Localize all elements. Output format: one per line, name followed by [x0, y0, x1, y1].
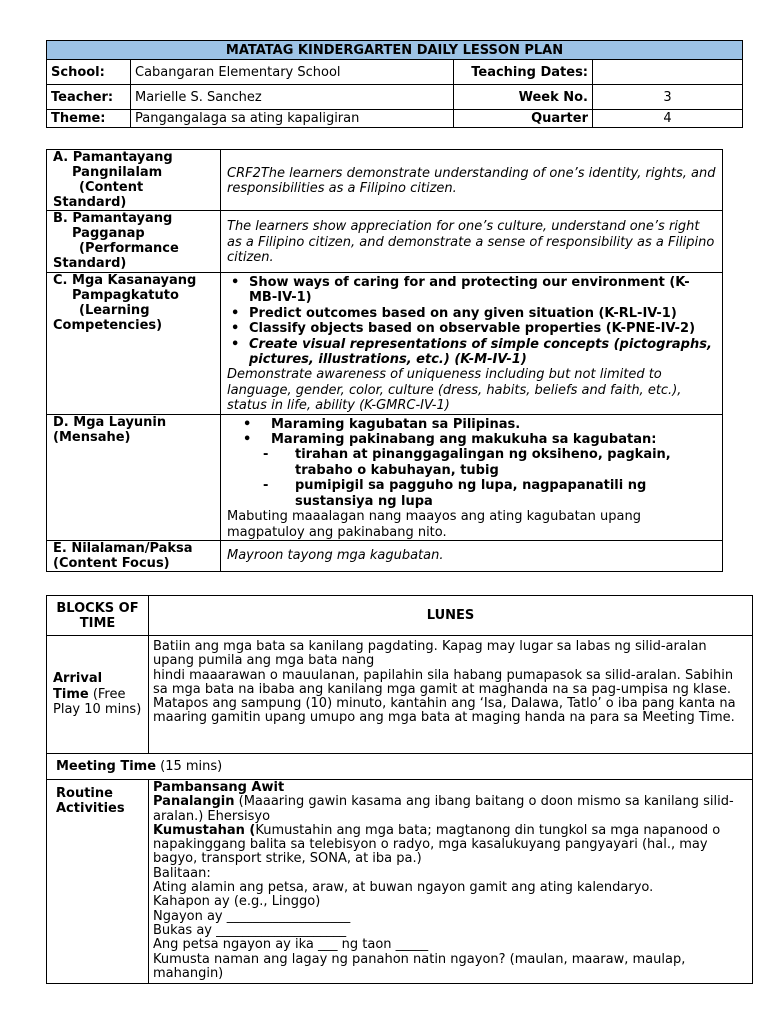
teacher-value: Marielle S. Sanchez — [131, 85, 454, 110]
school-label: School: — [47, 60, 131, 85]
routine-activities-label: Routine Activities — [47, 780, 149, 984]
learning-competencies-text — [221, 273, 723, 415]
teaching-dates-label: Teaching Dates: — [454, 60, 593, 85]
meeting-time-row: Meeting Time (15 mins) — [47, 754, 753, 780]
teaching-dates-value — [593, 60, 743, 85]
header-table — [46, 40, 743, 128]
objectives-text — [221, 414, 723, 540]
objectives-extra: Mabuting maaalagan nang maayos ang ating kagubatan upang magpatuloy ang pakinabang nito. — [227, 509, 641, 540]
content-focus-label: E. Nilalaman/Paksa (Content Focus) — [47, 540, 221, 571]
document-title: MATATAG KINDERGARTEN DAILY LESSON PLAN — [47, 41, 743, 60]
competency-extra: Demonstrate awareness of uniqueness including but not limited to language, gender, color, culture (dress, habits, beliefs and faith, etc.), status in life, ability (K-GMRC-IV-1) — [227, 367, 682, 414]
school-value: Cabangaran Elementary School — [131, 60, 454, 85]
content-focus-text: Mayroon tayong mga kagubatan. — [221, 540, 723, 571]
list-item: • Create visual representations of simple concepts (pictographs, pictures, illustrations, etc.) (K-M-IV-1) — [231, 336, 712, 368]
quarter-label: Quarter — [454, 110, 593, 128]
arrival-time-label: Arrival Time (Free Play 10 mins) — [47, 636, 149, 754]
performance-standard-label: B. Pamantayang Pagganap (Performance Standard) — [47, 211, 221, 273]
objectives-sublist — [227, 447, 716, 509]
schedule-table — [46, 595, 753, 984]
content-standard-text: CRF2The learners demonstrate understanding of one’s identity, rights, and responsibilities as a Filipino citizen. — [221, 150, 723, 211]
week-label: Week No. — [454, 85, 593, 110]
lunes-header: LUNES — [149, 596, 753, 636]
competency-list — [227, 275, 716, 367]
content-standard-label: A. Pamantayang Pangnilalam (Content Standard) — [47, 150, 221, 211]
teacher-label: Teacher: — [47, 85, 131, 110]
learning-competencies-label: C. Mga Kasanayang Pampagkatuto (Learning Competencies) — [47, 273, 221, 415]
routine-activities-text: Pambansang Awit Panalangin (Maaaring gawin kasama ang ibang baitang o doon mismo sa kanilang silid-aralan.) Ehersisyo Kumustahan (Kumustahin ang mga bata; magtanong din tungkol sa mga napanood o napakinggang balita sa telebisyon o radyo, mga kasalukuyang pangyayari (hal., may bagyo, transport strike, SONA, at iba pa.) Balitaan: Ating alamin ang petsa, araw, at buwan ngayon gamit ang ating kalendaryo. Kahapon ay (e.g., Linggo) Ngayon ay ___________________ Bukas ay ____________________ Ang petsa ngayon ay ika ___ ng taon _____ Kumusta naman ang lagay ng panahon natin ngayon? (maulan, maaraw, maulap, mahangin) — [149, 780, 753, 984]
standards-table — [46, 149, 723, 572]
list-item: • Show ways of caring for and protecting our environment (K-MB-IV-1) — [231, 275, 690, 306]
objectives-list — [227, 417, 716, 448]
list-item: • Maraming pakinabang ang makukuha sa kagubatan: — [243, 432, 657, 448]
arrival-time-text: Batiin ang mga bata sa kanilang pagdating. Kapag may lugar sa labas ng silid-aralan upang pumila ang mga bata nang hindi maaarawan o mauulanan, papilahin sila habang pumapasok sa silid-aralan. Sabihin sa mga bata na ibaba ang kanilang mga gamit at maghanda na sa pag-umpisa ng klase. Matapos ang sampung (10) minuto, kantahin ang ‘Isa, Dalawa, Tatlo’ o iba pang kanta na maaring gamitin upang umupo ang mga bata at maging handa na para sa Meeting Time. — [149, 636, 753, 754]
list-item: - pumipigil sa pagguho ng lupa, nagpapanatili ng sustansiya ng lupa — [263, 478, 647, 509]
list-item: • Predict outcomes based on any given situation (K-RL-IV-1) — [231, 305, 677, 321]
objectives-label: D. Mga Layunin (Mensahe) — [47, 414, 221, 540]
blocks-of-time-header: BLOCKS OF TIME — [47, 596, 149, 636]
theme-value: Pangangalaga sa ating kapaligiran — [131, 110, 454, 128]
list-item: • Maraming kagubatan sa Pilipinas. — [243, 416, 521, 432]
list-item: - tirahan at pinanggagalingan ng oksiheno, pagkain, trabaho o kabuhayan, tubig — [263, 447, 671, 478]
list-item: • Classify objects based on observable properties (K-PNE-IV-2) — [231, 321, 696, 337]
quarter-value: 4 — [593, 110, 743, 128]
week-value: 3 — [593, 85, 743, 110]
theme-label: Theme: — [47, 110, 131, 128]
performance-standard-text: The learners show appreciation for one’s culture, understand one’s right as a Filipino citizen, and demonstrate a sense of responsibility as a Filipino citizen. — [221, 211, 723, 273]
